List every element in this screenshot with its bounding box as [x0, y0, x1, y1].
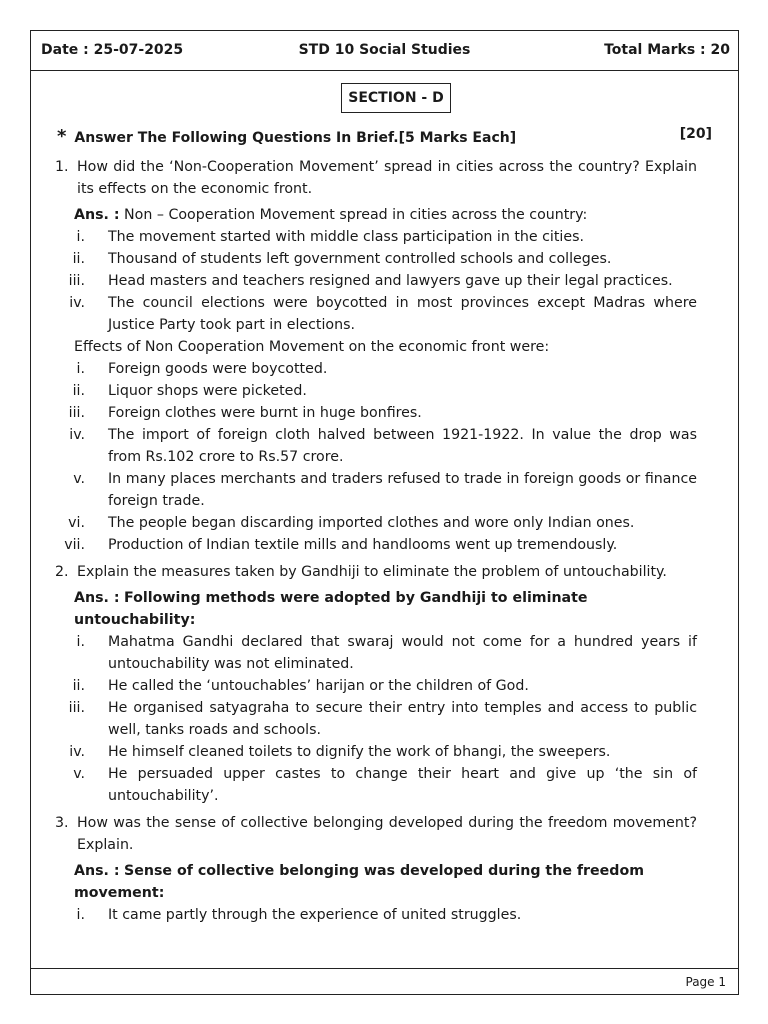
answer-2 [74, 587, 697, 631]
list-item [55, 380, 697, 402]
list-text: Thousand of students left government controlled schools and colleges. [108, 251, 612, 267]
list-item [55, 292, 697, 336]
page-frame [30, 30, 739, 995]
questions [55, 156, 697, 926]
question-3 [55, 812, 697, 856]
list-number: iii. [68, 700, 85, 716]
list-text: The council elections were boycotted in most provinces except Madras where Justice Party took part in elections. [108, 295, 697, 333]
answer-label: Ans. : [74, 207, 120, 223]
section-marks: [20] [679, 126, 712, 142]
answer-2-points [55, 631, 697, 807]
list-text: It came partly through the experience of united struggles. [108, 907, 522, 923]
list-text: He persuaded upper castes to change their heart and give up ‘the sin of untouchability’. [108, 766, 697, 804]
list-item [55, 697, 697, 741]
answer-1-effects [55, 358, 697, 556]
list-number: iii. [68, 273, 85, 289]
list-number: v. [73, 766, 85, 782]
list-number: ii. [72, 251, 85, 267]
list-item [55, 631, 697, 675]
list-number: vii. [64, 537, 85, 553]
list-item [55, 424, 697, 468]
list-item [55, 763, 697, 807]
list-number: i. [76, 634, 85, 650]
list-number: iv. [69, 427, 85, 443]
effects-heading: Effects of Non Cooperation Movement on the economic front were: [74, 339, 550, 355]
page-footer [31, 968, 738, 996]
list-text: He called the ‘untouchables’ harijan or the children of God. [108, 678, 529, 694]
star-icon: * [57, 126, 67, 147]
list-item [55, 248, 697, 270]
list-text: The people began discarding imported clothes and wore only Indian ones. [108, 515, 635, 531]
answer-intro: Sense of collective belonging was developed during the freedom movement: [74, 863, 644, 901]
list-number: ii. [72, 678, 85, 694]
list-text: Head masters and teachers resigned and lawyers gave up their legal practices. [108, 273, 673, 289]
list-text: Foreign clothes were burnt in huge bonfires. [108, 405, 422, 421]
list-item [55, 741, 697, 763]
list-item [55, 226, 697, 248]
question-text: How did the ‘Non-Cooperation Movement’ spread in cities across the country? Explain its effects on the economic front. [77, 159, 697, 197]
answer-1 [74, 204, 697, 226]
question-1 [55, 156, 697, 200]
list-item [55, 270, 697, 292]
exam-date: Date : 25-07-2025 [41, 42, 184, 58]
list-text: Mahatma Gandhi declared that swaraj would not come for a hundred years if untouchability was not eliminated. [108, 634, 697, 672]
question-number: 2. [55, 564, 69, 580]
total-marks: Total Marks : 20 [604, 42, 730, 58]
page-number: Page 1 [685, 975, 726, 989]
list-number: i. [76, 361, 85, 377]
page-header [31, 31, 738, 71]
question-number: 3. [55, 815, 69, 831]
list-number: vi. [68, 515, 85, 531]
question-2 [55, 561, 697, 583]
list-text: Production of Indian textile mills and handlooms went up tremendously. [108, 537, 618, 553]
list-text: Foreign goods were boycotted. [108, 361, 328, 377]
list-text: He organised satyagraha to secure their entry into temples and access to public well, tanks roads and schools. [108, 700, 697, 738]
list-text: The import of foreign cloth halved between 1921-1922. In value the drop was from Rs.102 crore to Rs.57 crore. [108, 427, 697, 465]
list-text: He himself cleaned toilets to dignify the work of bhangi, the sweepers. [108, 744, 611, 760]
answer-intro: Following methods were adopted by Gandhiji to eliminate untouchability: [74, 590, 588, 628]
question-number: 1. [55, 159, 69, 175]
answer-1-points [55, 226, 697, 336]
answer-intro: Non – Cooperation Movement spread in cities across the country: [124, 207, 588, 223]
list-number: iv. [69, 744, 85, 760]
section-title: SECTION - D [341, 83, 451, 113]
list-text: The movement started with middle class participation in the cities. [108, 229, 584, 245]
list-number: i. [76, 229, 85, 245]
list-item [55, 468, 697, 512]
answer-label: Ans. : [74, 590, 120, 606]
list-text: Liquor shops were picketed. [108, 383, 307, 399]
list-number: iii. [68, 405, 85, 421]
question-text: Explain the measures taken by Gandhiji to eliminate the problem of untouchability. [77, 564, 667, 580]
answer-label: Ans. : [74, 863, 120, 879]
list-text: In many places merchants and traders refused to trade in foreign goods or finance foreign trade. [108, 471, 697, 509]
question-text: How was the sense of collective belonging developed during the freedom movement? Explain. [77, 815, 697, 853]
answer-3 [74, 860, 697, 904]
list-item [55, 512, 697, 534]
list-number: iv. [69, 295, 85, 311]
answer-3-points [55, 904, 697, 926]
exam-subject: STD 10 Social Studies [298, 42, 471, 58]
instruction-text: Answer The Following Questions In Brief.[5 Marks Each] [74, 130, 517, 146]
list-item [55, 675, 697, 697]
list-item [55, 402, 697, 424]
list-item [55, 904, 697, 926]
instruction [57, 126, 516, 147]
list-item [55, 358, 697, 380]
list-item [55, 534, 697, 556]
list-number: ii. [72, 383, 85, 399]
list-number: i. [76, 907, 85, 923]
list-number: v. [73, 471, 85, 487]
